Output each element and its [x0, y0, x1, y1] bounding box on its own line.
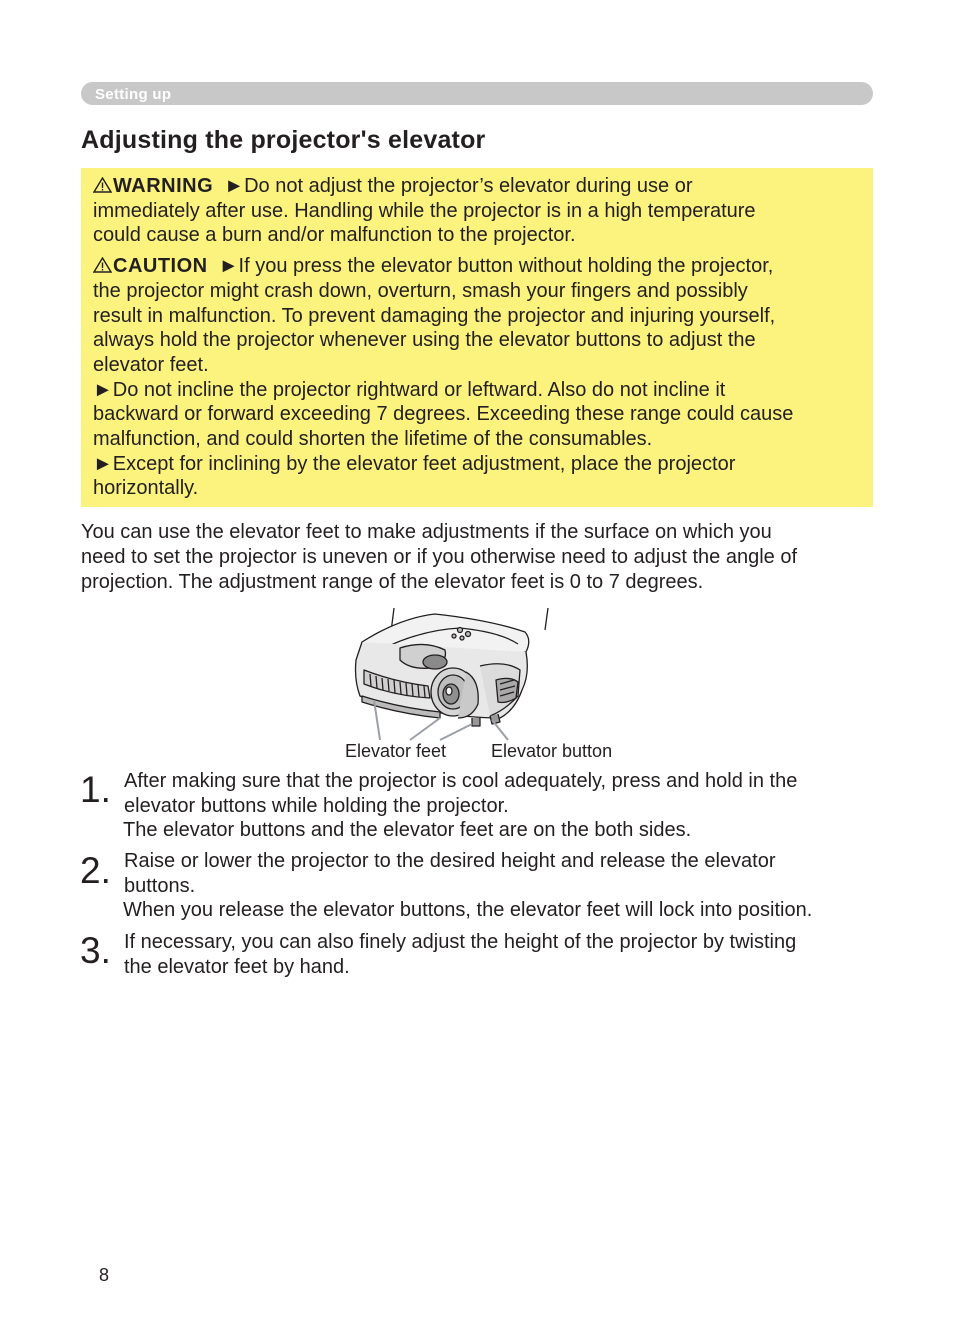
step-1-note: The elevator buttons and the elevator feet are on the both sides.	[123, 819, 692, 841]
intro-line: You can use the elevator feet to make adjustments if the surface on which you	[81, 521, 772, 543]
intro-paragraph	[81, 520, 873, 595]
step-line: buttons.	[124, 875, 196, 897]
caution-tag: CAUTION	[113, 255, 208, 278]
label-elevator-button: Elevator button	[491, 741, 613, 761]
caution-text-line: the projector might crash down, overturn, smash your fingers and possibly	[93, 279, 748, 302]
safety-notice-box	[81, 168, 873, 507]
page-number: 8	[99, 1265, 110, 1285]
step-3-text	[124, 930, 874, 980]
intro-line: projection. The adjustment range of the elevator feet is 0 to 7 degrees.	[81, 571, 704, 593]
warning-text-line: ►Do not adjust the projector’s elevator during use or	[224, 175, 693, 197]
warning-text-line: could cause a burn and/or malfunction to the projector.	[93, 224, 576, 247]
page-title: Adjusting the projector's elevator	[81, 126, 486, 154]
section-header-bar	[81, 82, 873, 105]
step-line: elevator buttons while holding the projector.	[124, 795, 509, 817]
step-line: the elevator feet by hand.	[124, 956, 350, 978]
step-line: After making sure that the projector is cool adequately, press and hold in the	[124, 770, 798, 792]
warning-tag: WARNING	[113, 175, 214, 197]
caution-text-line: horizontally.	[93, 477, 199, 500]
caution-text-line: result in malfunction. To prevent damaging the projector and injuring yourself,	[93, 304, 776, 327]
caution-text-line: always hold the projector whenever using the elevator buttons to adjust the	[93, 329, 756, 352]
step-1-number: 1.	[80, 769, 111, 810]
safety-notice-text	[93, 174, 868, 501]
warning-line	[93, 174, 868, 199]
step-2-text	[124, 849, 874, 899]
intro-line: need to set the projector is uneven or if you otherwise need to adjust the angle of	[81, 546, 798, 568]
step-3-number: 3.	[80, 930, 111, 971]
caution-line	[93, 254, 868, 279]
caution-text-line: ►Except for inclining by the elevator feet adjustment, place the projector	[93, 452, 736, 475]
caution-triangle-icon	[93, 257, 112, 273]
caution-text-line: elevator feet.	[93, 353, 209, 376]
warning-text-line: immediately after use. Handling while the projector is in a high temperature	[93, 199, 756, 222]
caution-text-line: backward or forward exceeding 7 degrees. Exceeding these range could cause	[93, 403, 794, 426]
step-1-text	[124, 769, 874, 819]
caution-text-line: ►Do not incline the projector rightward or leftward. Also do not incline it	[93, 378, 726, 401]
step-line: If necessary, you can also finely adjust the height of the projector by twisting	[124, 931, 797, 953]
step-2-note: When you release the elevator buttons, the elevator feet will lock into position.	[123, 899, 813, 921]
caution-text-line: ►If you press the elevator button without holding the projector,	[218, 255, 774, 278]
step-2-number: 2.	[80, 850, 111, 891]
caution-text-line: malfunction, and could shorten the lifetime of the consumables.	[93, 428, 653, 451]
section-label: Setting up	[95, 86, 172, 103]
warning-triangle-icon	[93, 177, 112, 193]
step-line: Raise or lower the projector to the desired height and release the elevator	[124, 850, 776, 872]
label-elevator-feet: Elevator feet	[345, 741, 447, 761]
